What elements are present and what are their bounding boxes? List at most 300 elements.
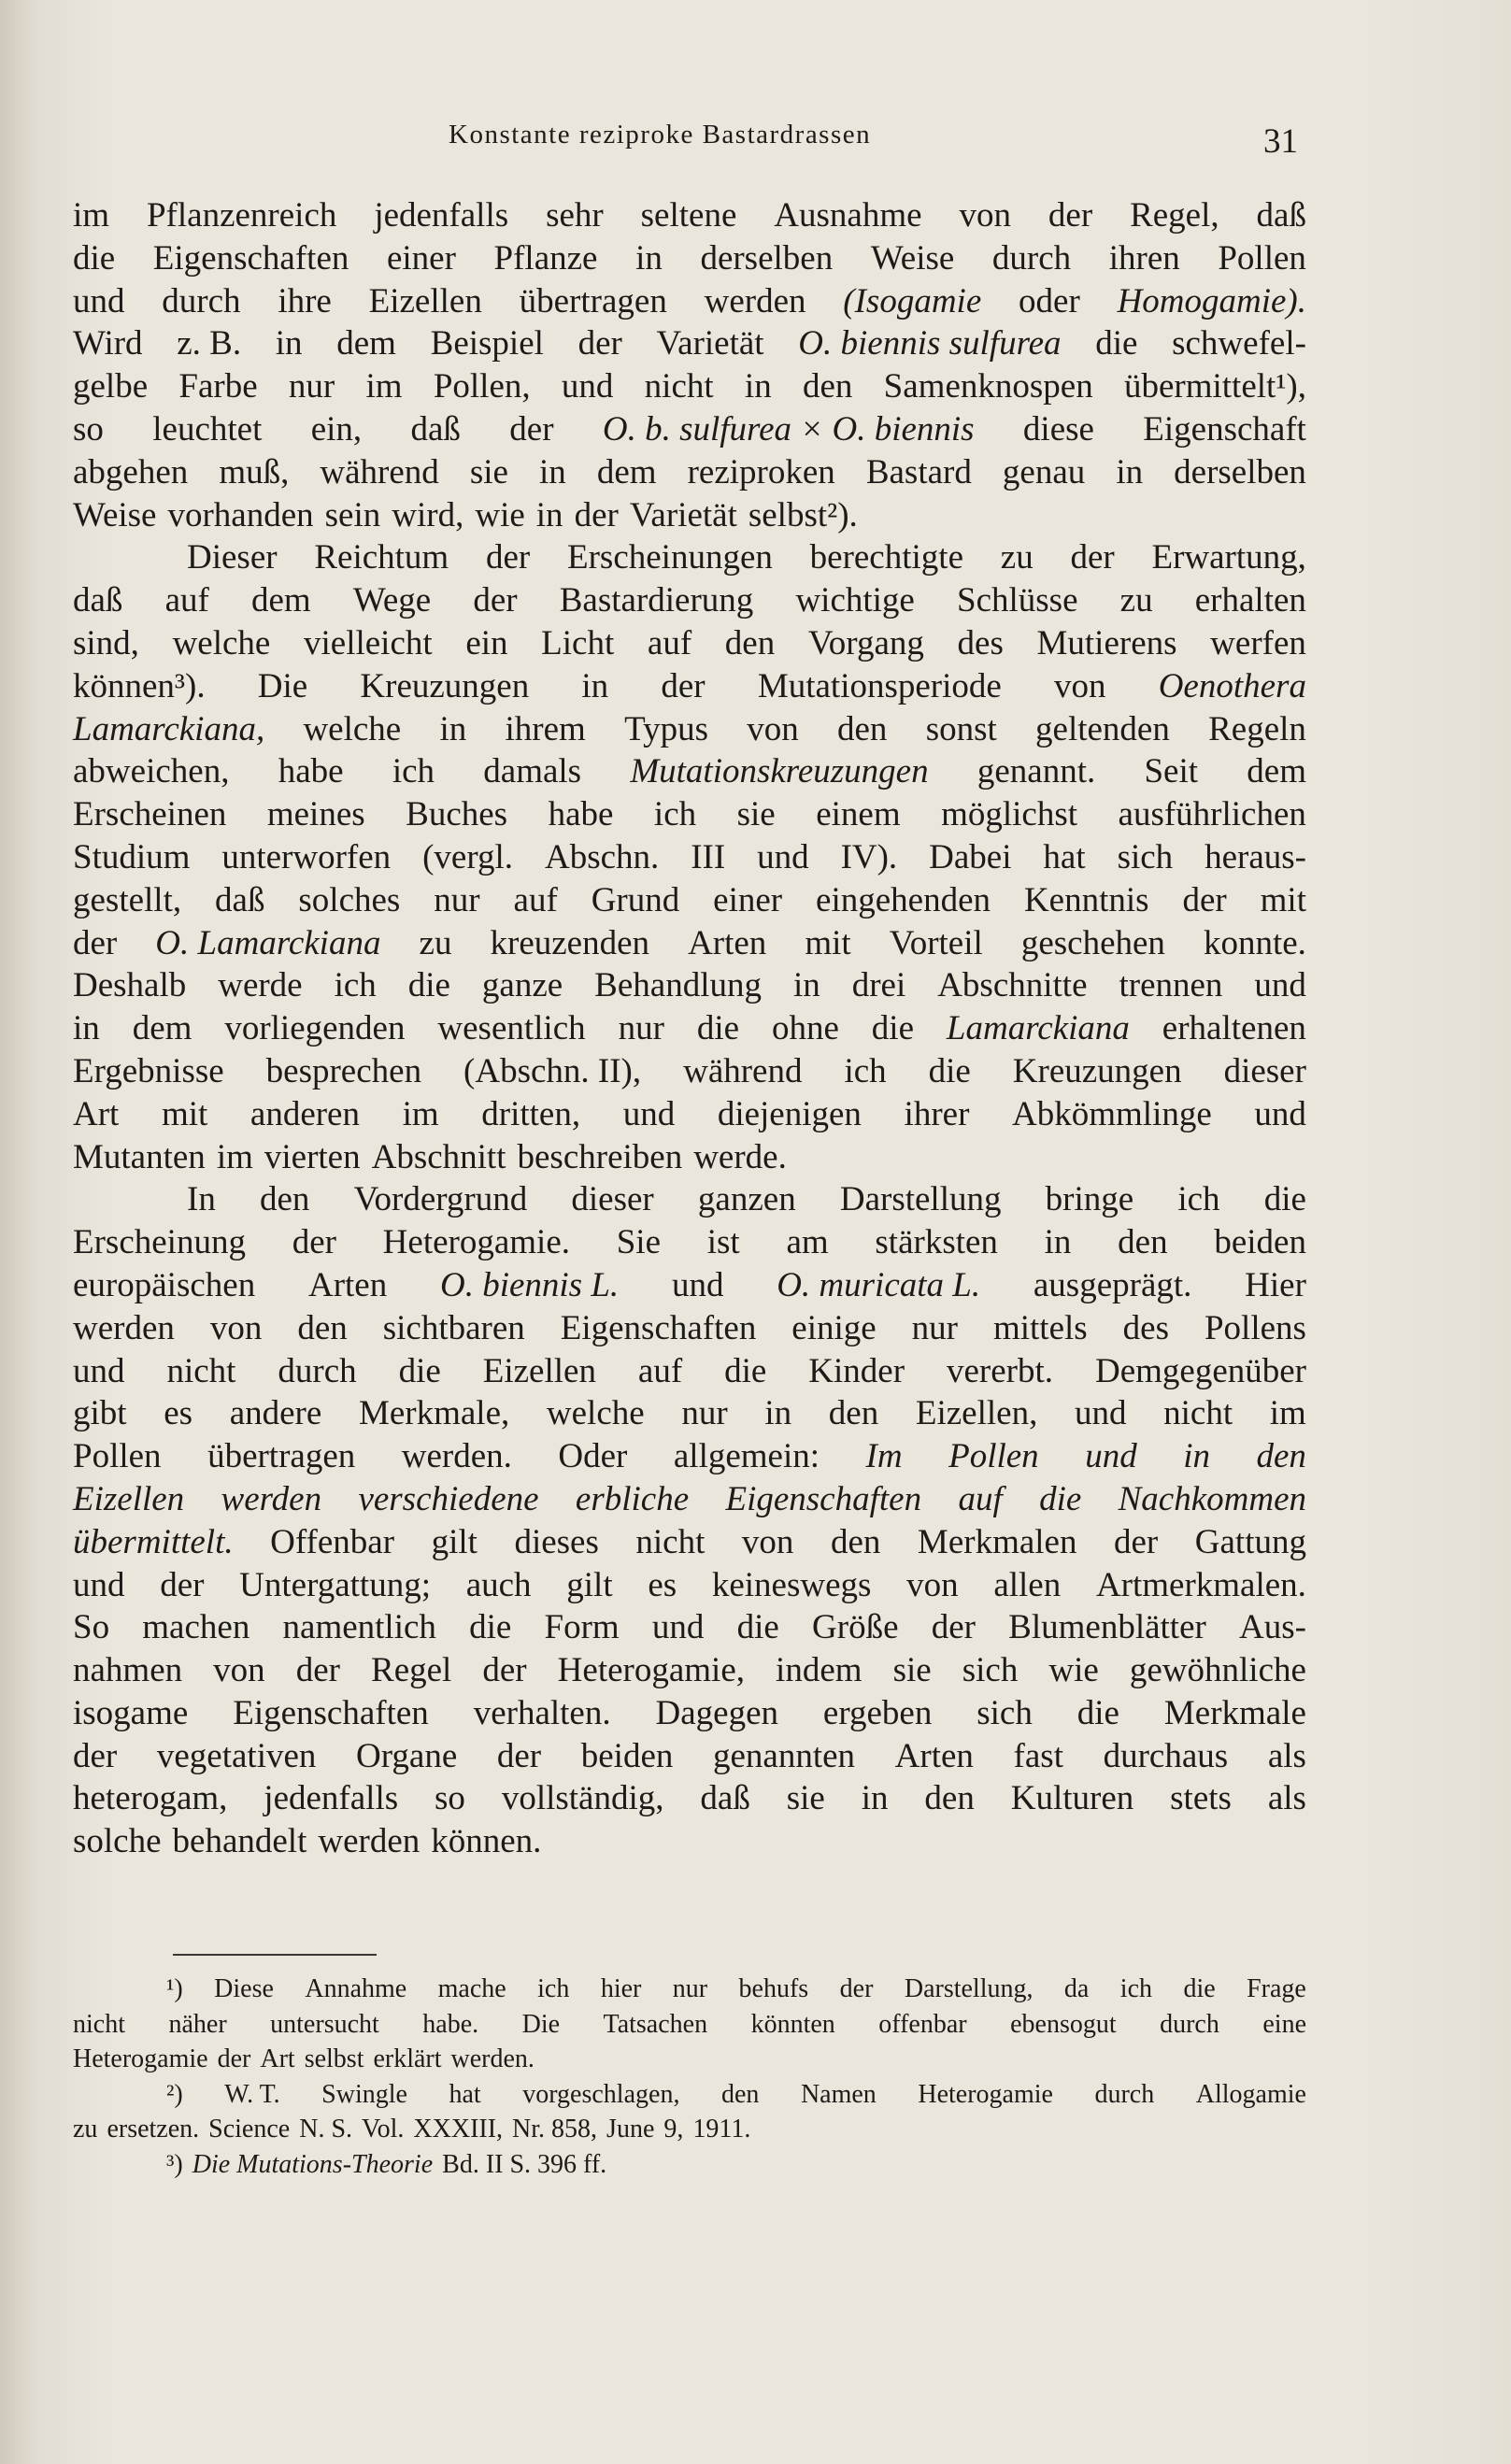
- word: habe: [548, 795, 614, 834]
- word: nicht: [635, 1522, 706, 1561]
- word: ihrer: [904, 1094, 970, 1133]
- word: in: [73, 1009, 100, 1048]
- word: ein,: [310, 409, 363, 449]
- word: ich: [1119, 1974, 1153, 2003]
- word: Pollen: [1218, 238, 1306, 278]
- word: bringe: [1045, 1180, 1134, 1219]
- word: eingehenden: [816, 880, 991, 919]
- word: schwefel-: [1172, 324, 1306, 363]
- text-line: [73, 237, 1306, 280]
- word: der: [1182, 880, 1227, 919]
- word: der: [1048, 196, 1093, 235]
- word: Nr. 858,: [512, 2115, 598, 2144]
- word: Reichtum: [314, 538, 449, 577]
- text-line: [73, 2042, 1306, 2077]
- word: ¹): [166, 1974, 183, 2003]
- word: Allogamie: [1195, 2079, 1306, 2109]
- text-line: [73, 2007, 1306, 2043]
- word: den: [1256, 1437, 1306, 1476]
- word: anderen: [249, 1094, 360, 1133]
- word: näher: [168, 2009, 227, 2039]
- word: Arten: [894, 1736, 974, 1775]
- word: durch: [1160, 2009, 1219, 2039]
- word: mit: [805, 923, 851, 962]
- word: Merkmale: [1163, 1693, 1306, 1732]
- word: die: [871, 1009, 914, 1048]
- word: ich: [1177, 1180, 1220, 1219]
- word: so: [73, 409, 104, 449]
- paragraph: [73, 1178, 1306, 1863]
- word: gewöhnliche: [1129, 1651, 1306, 1690]
- word: dieser: [1223, 1051, 1306, 1090]
- word: von: [1054, 666, 1106, 705]
- word: reziproken: [687, 452, 835, 491]
- word: Pflanze: [493, 238, 598, 278]
- word: offenbar: [878, 2009, 967, 2039]
- word: auf: [647, 623, 692, 662]
- word: von: [747, 709, 799, 748]
- word: Varietät: [656, 324, 764, 363]
- word: derselben: [700, 238, 834, 278]
- word: Homogamie).: [1117, 281, 1306, 320]
- word: meines: [266, 795, 365, 834]
- text-line: [73, 194, 1306, 237]
- word: die: [724, 1351, 767, 1390]
- word: der: [496, 1736, 542, 1775]
- word: vorhanden: [167, 495, 314, 534]
- word: Varietät: [629, 495, 737, 534]
- word: werden.: [450, 2044, 535, 2073]
- word: z. B.: [177, 324, 242, 363]
- word: (vergl.: [422, 837, 514, 876]
- word: hat: [449, 2079, 481, 2109]
- word: die: [407, 966, 450, 1005]
- word: O. muricata L.: [777, 1265, 981, 1304]
- word: beiden: [1214, 1223, 1306, 1262]
- word: wie: [1048, 1651, 1099, 1690]
- word: Gattung: [1194, 1522, 1306, 1561]
- word: kreuzenden: [490, 923, 650, 962]
- word: seltene: [640, 196, 737, 235]
- word: hat: [1043, 837, 1086, 876]
- word: den: [837, 709, 888, 748]
- word: die: [928, 1051, 971, 1090]
- word: gelbe: [73, 367, 149, 406]
- word: der: [473, 581, 518, 620]
- word: durchaus: [1103, 1736, 1229, 1775]
- word: den: [802, 367, 853, 406]
- word: sie: [736, 795, 776, 834]
- word: Behandlung: [594, 966, 762, 1005]
- word: erklärt: [373, 2044, 442, 2073]
- word: auf: [164, 581, 209, 620]
- word: W. T.: [224, 2079, 280, 2109]
- word: heterogam,: [73, 1779, 228, 1818]
- word: Oenothera: [1158, 666, 1306, 705]
- word: fast: [1013, 1736, 1063, 1775]
- word: vielleicht: [304, 623, 433, 662]
- word: übermittelt¹),: [1123, 367, 1306, 406]
- word: O. biennis sulfurea: [798, 324, 1062, 363]
- word: ebensogut: [1010, 2009, 1117, 2039]
- word: einige: [791, 1308, 877, 1347]
- word: die: [73, 238, 116, 278]
- word: Die: [521, 2009, 561, 2039]
- word: den: [1118, 1223, 1168, 1262]
- word: Regel: [371, 1651, 452, 1690]
- word: durch: [278, 1351, 357, 1390]
- word: Lamarckiana: [946, 1009, 1130, 1048]
- word: Vorteil: [889, 923, 983, 962]
- word: den: [720, 2079, 760, 2109]
- text-line: [73, 494, 1306, 537]
- word: des: [1122, 1308, 1169, 1347]
- word: Mutanten: [73, 1137, 206, 1176]
- word: daß: [700, 1779, 750, 1818]
- word: auf: [958, 1479, 1003, 1518]
- word: im: [402, 1094, 439, 1133]
- text-line: [73, 1350, 1306, 1393]
- word: durch: [162, 281, 241, 320]
- word: Ausnahme: [774, 196, 922, 235]
- word: ich: [537, 1974, 570, 2003]
- word: dem: [251, 581, 311, 620]
- word: einem: [816, 795, 901, 834]
- text-line: [73, 1392, 1306, 1435]
- word: Sie: [616, 1223, 662, 1262]
- word: Art: [260, 2044, 295, 2073]
- word: genau: [1002, 452, 1086, 491]
- word: Dagegen: [655, 1693, 779, 1732]
- word: und: [651, 1608, 705, 1647]
- paragraph: [73, 536, 1306, 1178]
- footnotes: [73, 1972, 1306, 2182]
- word: O. b. sulfurea × O. biennis: [602, 409, 975, 449]
- text-line: [73, 365, 1306, 408]
- word: ihrem: [505, 709, 586, 748]
- word: selbst²).: [748, 495, 858, 534]
- word: während: [320, 452, 439, 491]
- word: welche: [172, 623, 271, 662]
- word: Eigenschaften: [725, 1479, 922, 1518]
- word: daß: [1256, 196, 1306, 235]
- word: Aus-: [1239, 1608, 1306, 1647]
- word: die: [469, 1608, 512, 1647]
- word: der: [574, 495, 619, 534]
- word: vierten: [264, 1137, 361, 1176]
- word: Eigenschaften: [152, 238, 349, 278]
- text-line: [73, 1093, 1306, 1136]
- word: zu: [1119, 581, 1153, 620]
- word: der: [1070, 538, 1115, 577]
- word: drei: [851, 966, 906, 1005]
- word: Licht: [541, 623, 615, 662]
- text-line: [73, 1735, 1306, 1778]
- word: beschreiben: [517, 1137, 683, 1176]
- word: der: [160, 1565, 205, 1604]
- word: Erscheinungen: [567, 538, 773, 577]
- text-line: [73, 408, 1306, 451]
- word: N. S.: [299, 2115, 353, 2144]
- word: erbliche: [575, 1479, 690, 1518]
- word: im: [1269, 1394, 1306, 1433]
- text-line: [73, 922, 1306, 965]
- word: auch: [465, 1565, 532, 1604]
- word: jedenfalls: [264, 1779, 399, 1818]
- word: Im: [865, 1437, 903, 1476]
- word: Arten: [688, 923, 767, 962]
- word: gestellt,: [73, 880, 182, 919]
- word: die: [1183, 1974, 1216, 2003]
- word: nicht: [166, 1351, 236, 1390]
- word: übertragen: [207, 1437, 356, 1476]
- word: indem: [776, 1651, 862, 1690]
- text-line: [73, 1478, 1306, 1521]
- word: verhalten.: [473, 1693, 611, 1732]
- word: der: [577, 324, 622, 363]
- word: nur: [672, 1974, 708, 2003]
- word: besprechen: [265, 1051, 422, 1090]
- word: Erscheinen: [73, 795, 227, 834]
- word: O. Lamarckiana: [155, 923, 381, 962]
- word: ich: [334, 966, 377, 1005]
- word: sein: [324, 495, 381, 534]
- word: von: [209, 1308, 263, 1347]
- word: auf: [637, 1351, 683, 1390]
- word: stets: [1170, 1779, 1232, 1818]
- word: im: [216, 1137, 253, 1176]
- word: Namen: [800, 2079, 877, 2109]
- word: Darstellung: [839, 1180, 1002, 1219]
- word: ³): [166, 2149, 183, 2179]
- word: ich: [844, 1051, 887, 1090]
- word: Kreuzungen: [360, 666, 530, 705]
- word: von: [741, 1522, 794, 1561]
- footnote: [73, 1972, 1306, 2077]
- word: die: [1263, 1180, 1306, 1219]
- word: Eigenschaften: [560, 1308, 757, 1347]
- word: ausgeprägt.: [1033, 1265, 1192, 1304]
- word: nur: [681, 1394, 728, 1433]
- word: allgemein:: [673, 1437, 820, 1476]
- word: der: [482, 1651, 527, 1690]
- word: Die Mutations-Theorie: [192, 2149, 434, 2179]
- text-line: [73, 280, 1306, 323]
- word: Abschnitt: [371, 1137, 506, 1176]
- word: III: [691, 837, 726, 876]
- word: Organe: [356, 1736, 458, 1775]
- word: daß: [73, 581, 123, 620]
- word: Kulturen: [1010, 1779, 1134, 1818]
- word: wird,: [392, 495, 464, 534]
- word: und: [622, 1094, 676, 1133]
- word: werden.: [401, 1437, 512, 1476]
- word: trennen: [1119, 966, 1223, 1005]
- word: mit: [161, 1094, 208, 1133]
- word: Demgegenüber: [1094, 1351, 1306, 1390]
- word: solches: [298, 880, 401, 919]
- text-line: [73, 1050, 1306, 1093]
- word: und: [73, 281, 125, 320]
- word: konnte.: [1203, 923, 1306, 962]
- word: Pollens: [1204, 1308, 1306, 1347]
- word: Tatsachen: [603, 2009, 708, 2039]
- text-line: [73, 665, 1306, 708]
- text-line: [73, 1221, 1306, 1264]
- word: Abkömmlinge: [1012, 1094, 1212, 1133]
- word: heraus-: [1205, 837, 1306, 876]
- word: Buches: [406, 795, 508, 834]
- word: werde: [218, 966, 303, 1005]
- word: ²): [166, 2079, 183, 2109]
- word: Ergebnisse: [73, 1051, 224, 1090]
- word: Kenntnis: [1023, 880, 1149, 919]
- word: erhalten: [1194, 581, 1306, 620]
- word: ihren: [1108, 238, 1180, 278]
- word: Vorgang: [807, 623, 924, 662]
- word: werfen: [1210, 623, 1306, 662]
- word: Eizellen: [73, 1479, 185, 1518]
- paragraph: [73, 194, 1306, 536]
- word: der: [485, 538, 531, 577]
- word: der: [292, 1223, 336, 1262]
- word: Größe: [812, 1608, 899, 1647]
- word: und: [1074, 1394, 1127, 1433]
- word: sichtbaren: [382, 1308, 525, 1347]
- word: vererbt.: [946, 1351, 1054, 1390]
- word: so: [435, 1779, 465, 1818]
- text-line: [73, 2077, 1306, 2113]
- word: sonst: [925, 709, 997, 748]
- word: genannten: [713, 1736, 856, 1775]
- word: in: [792, 966, 820, 1005]
- word: von: [213, 1651, 265, 1690]
- word: werden: [318, 1822, 421, 1861]
- word: Weise: [73, 495, 157, 534]
- word: Seit: [1144, 752, 1199, 791]
- word: im: [73, 196, 110, 235]
- word: sie: [892, 1651, 932, 1690]
- word: Samenknospen: [883, 367, 1093, 406]
- word: in: [1044, 1223, 1072, 1262]
- text-line: [73, 1649, 1306, 1692]
- word: Bastard: [865, 452, 972, 491]
- word: des: [957, 623, 1004, 662]
- word: der: [839, 1974, 874, 2003]
- word: den: [828, 1394, 879, 1433]
- word: Mutationskreuzungen: [630, 752, 929, 791]
- word: der: [1114, 1522, 1159, 1561]
- word: Beispiel: [430, 324, 544, 363]
- word: Studium: [73, 837, 191, 876]
- word: zu: [419, 923, 452, 962]
- footnote-divider: [173, 1954, 377, 1956]
- word: und: [561, 367, 614, 406]
- word: in: [1116, 452, 1144, 491]
- word: welche: [546, 1394, 645, 1433]
- word: Eizellen: [482, 1351, 596, 1390]
- word: im: [365, 367, 403, 406]
- text-line: [73, 322, 1306, 365]
- word: den: [724, 623, 776, 662]
- word: Offenbar: [270, 1522, 395, 1561]
- word: Typus: [624, 709, 708, 748]
- text-line: [73, 964, 1306, 1007]
- text-line: [73, 879, 1306, 922]
- word: behandelt: [172, 1822, 307, 1861]
- word: Frage: [1247, 1974, 1306, 2003]
- word: beiden: [580, 1736, 674, 1775]
- word: zu: [1000, 538, 1033, 577]
- word: und: [1085, 1437, 1137, 1476]
- word: von: [906, 1565, 959, 1604]
- word: stärksten: [875, 1223, 998, 1262]
- word: untersucht: [270, 2009, 379, 2039]
- word: hier: [600, 1974, 642, 2003]
- word: einer: [386, 238, 456, 278]
- word: Wege: [352, 581, 432, 620]
- word: Swingle: [321, 2079, 407, 2109]
- word: diejenigen: [717, 1094, 862, 1133]
- word: Oder: [558, 1437, 628, 1476]
- word: oder: [1019, 281, 1080, 320]
- text-line: [73, 1136, 1306, 1179]
- word: geschehen: [1020, 923, 1165, 962]
- word: den: [297, 1308, 348, 1347]
- word: der: [661, 666, 706, 705]
- text-line: [73, 1606, 1306, 1649]
- word: vollständig,: [501, 1779, 664, 1818]
- word: durch: [1094, 2079, 1155, 2109]
- word: Eizellen: [368, 281, 482, 320]
- word: Merkmalen: [917, 1522, 1077, 1561]
- word: nicht: [1163, 1394, 1233, 1433]
- word: die: [1076, 1693, 1119, 1732]
- word: dem: [132, 1009, 192, 1048]
- word: Annahme: [305, 1974, 407, 2003]
- word: vorliegenden: [224, 1009, 406, 1048]
- word: ich: [392, 752, 435, 791]
- word: Pollen: [73, 1437, 162, 1476]
- word: Darstellung,: [904, 1974, 1033, 2003]
- word: Arten: [307, 1265, 388, 1304]
- word: Dabei: [929, 837, 1012, 876]
- word: nicht: [73, 2009, 125, 2039]
- word: Nachkommen: [1118, 1479, 1306, 1518]
- word: gilt: [566, 1565, 613, 1604]
- word: nur: [911, 1308, 958, 1347]
- word: andere: [229, 1394, 322, 1433]
- word: Science: [208, 2115, 291, 2144]
- word: behufs: [738, 1974, 809, 2003]
- text-line: [73, 836, 1306, 879]
- word: Die: [257, 666, 308, 705]
- footnote: [73, 2147, 1306, 2183]
- word: Weise: [870, 238, 955, 278]
- word: werde.: [693, 1137, 787, 1176]
- word: möglichst: [941, 795, 1078, 834]
- word: werden: [704, 281, 806, 320]
- word: es: [164, 1394, 193, 1433]
- word: Kreuzungen: [1012, 1051, 1182, 1090]
- text-line: [73, 1178, 1306, 1221]
- word: und: [73, 1565, 125, 1604]
- word: Grund: [591, 880, 680, 919]
- word: in: [581, 666, 609, 705]
- word: Form: [544, 1608, 620, 1647]
- word: in: [1183, 1437, 1210, 1476]
- word: Lamarckiana,: [73, 709, 265, 748]
